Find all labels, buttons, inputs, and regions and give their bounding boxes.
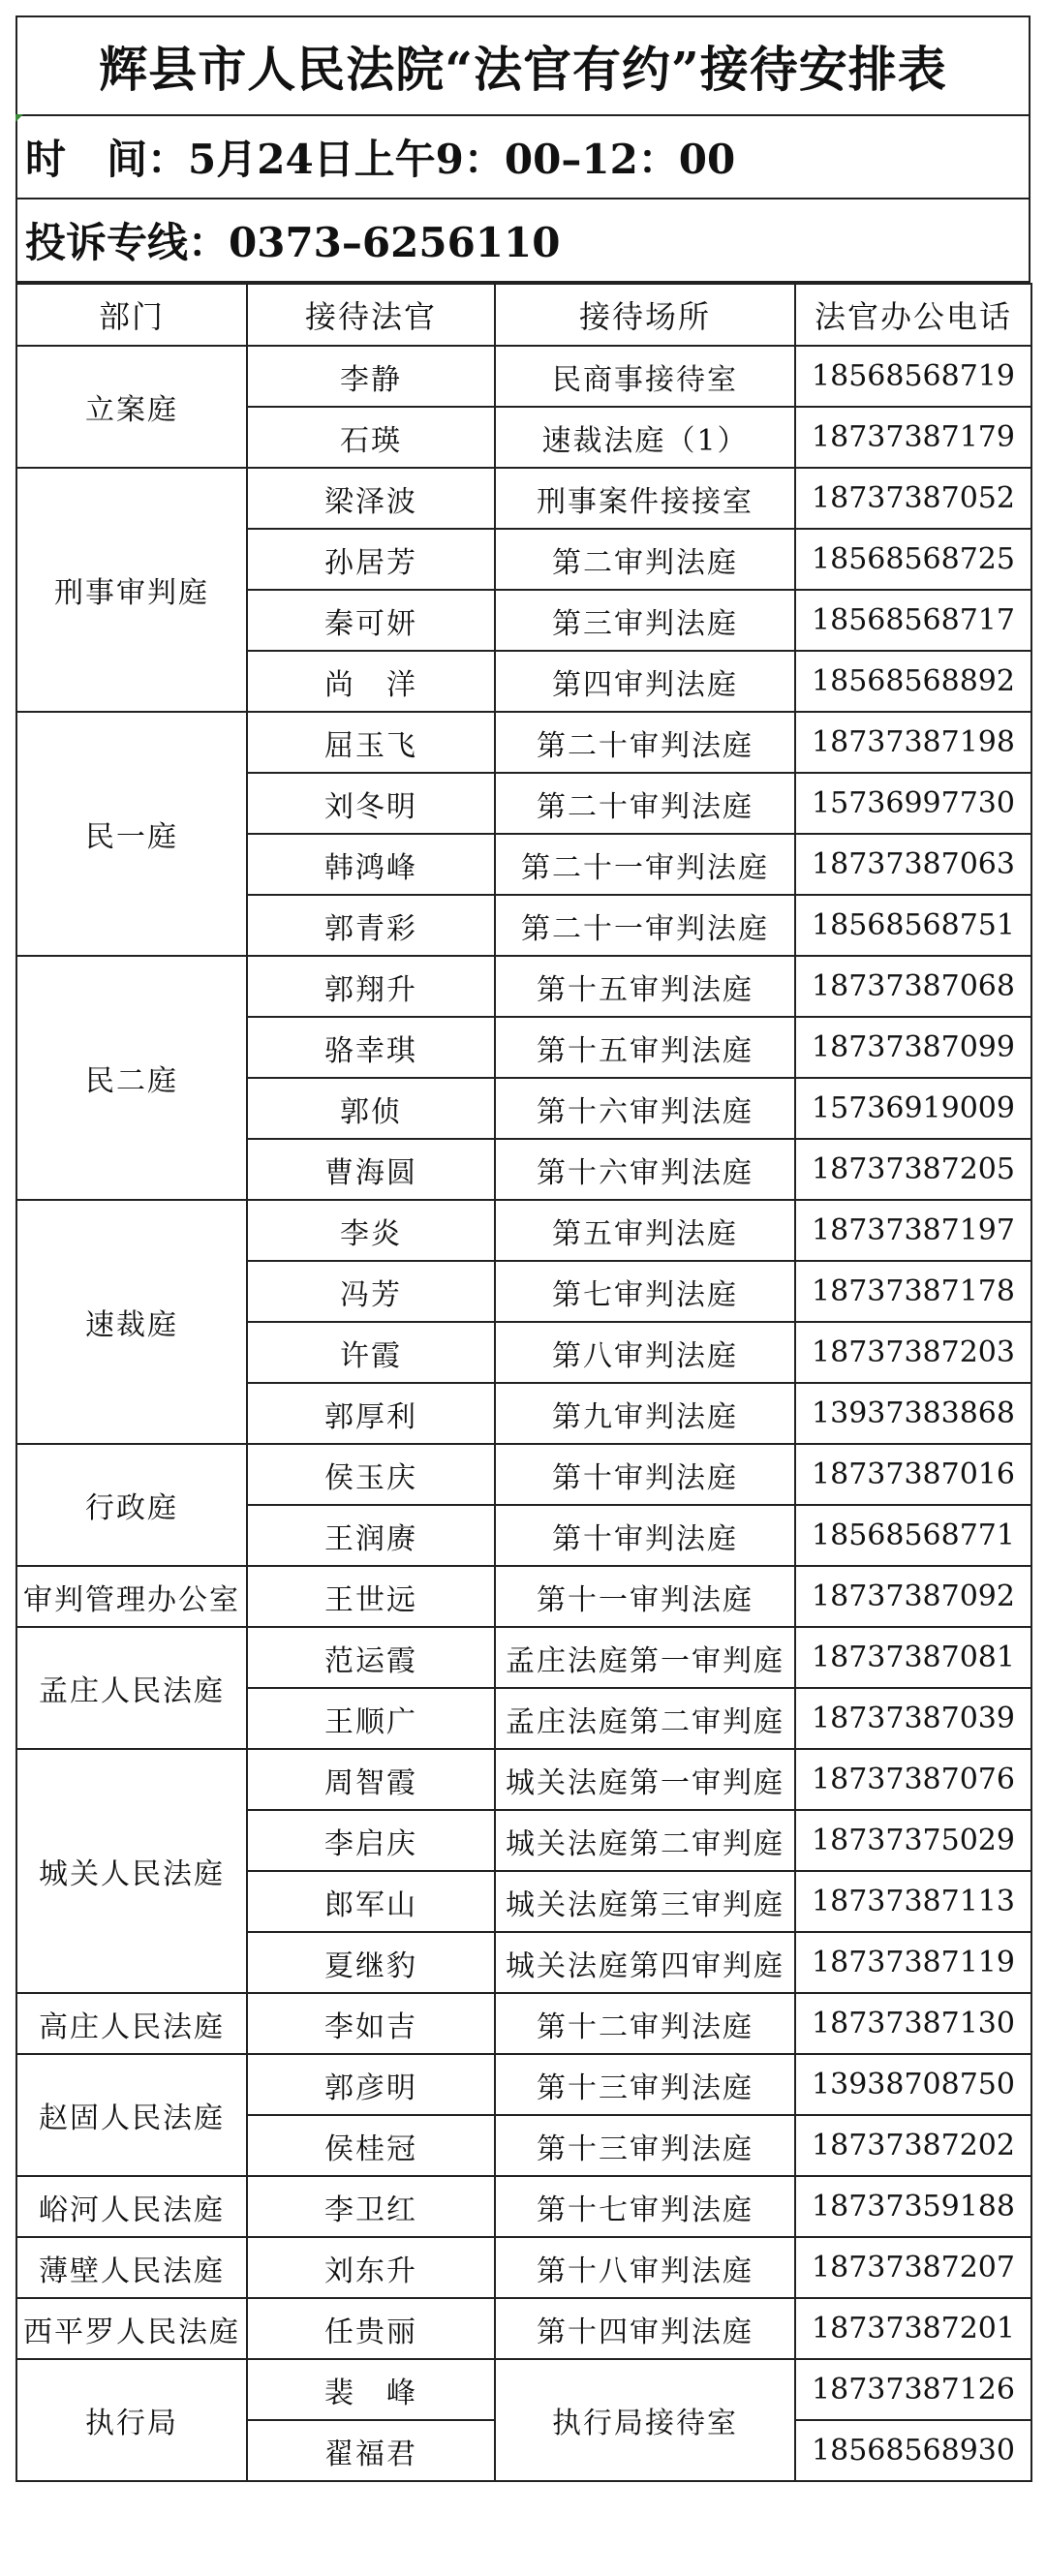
dept-cell: 执行局 [16,2359,247,2481]
phone-cell: 13937383868 [795,1383,1031,1444]
table-row [16,1444,1031,1505]
venue-cell: 城关法庭第三审判庭 [495,1871,795,1932]
phone-cell: 18737387068 [795,956,1031,1017]
dept-cell: 峪河人民法庭 [16,2176,247,2237]
judge-cell: 夏继豹 [247,1932,495,1993]
venue-cell: 第十二审判法庭 [495,1993,795,2054]
table-row [16,1627,1031,1688]
page-title: 辉县市人民法院“法官有约”接待安排表 [15,15,1031,116]
venue-cell: 孟庄法庭第二审判庭 [495,1688,795,1749]
judge-cell: 屈玉飞 [247,712,495,773]
phone-cell: 18737387063 [795,834,1031,895]
phone-cell: 18737387126 [795,2359,1031,2420]
venue-cell: 第十五审判法庭 [495,956,795,1017]
judge-cell: 侯玉庆 [247,1444,495,1505]
dept-cell: 刑事审判庭 [16,468,247,712]
phone-cell: 18737387197 [795,1200,1031,1261]
phone-cell: 18737387016 [795,1444,1031,1505]
judge-cell: 郭彦明 [247,2054,495,2115]
dept-cell: 审判管理办公室 [16,1566,247,1627]
phone-cell: 13938708750 [795,2054,1031,2115]
phone-cell: 18737387205 [795,1139,1031,1200]
venue-cell: 第二审判法庭 [495,529,795,590]
column-header-judge: 接待法官 [247,284,495,346]
venue-cell: 第十六审判法庭 [495,1078,795,1139]
venue-cell: 第二十一审判法庭 [495,895,795,956]
judge-cell: 范运霞 [247,1627,495,1688]
phone-cell: 18737387203 [795,1322,1031,1383]
phone-cell: 18737387092 [795,1566,1031,1627]
judge-cell: 王世远 [247,1566,495,1627]
venue-cell: 第九审判法庭 [495,1383,795,1444]
dept-cell: 赵固人民法庭 [16,2054,247,2176]
judge-cell: 曹海圆 [247,1139,495,1200]
judge-cell: 郭翔升 [247,956,495,1017]
judge-cell: 梁泽波 [247,468,495,529]
phone-cell: 15736997730 [795,773,1031,834]
table-row [16,2054,1031,2115]
venue-cell: 执行局接待室 [495,2359,795,2481]
dept-cell: 行政庭 [16,1444,247,1566]
table-row [16,1749,1031,1810]
phone-cell: 18568568892 [795,651,1031,712]
phone-cell: 18737387076 [795,1749,1031,1810]
venue-cell: 刑事案件接接室 [495,468,795,529]
judge-cell: 尚 洋 [247,651,495,712]
judge-cell: 李卫红 [247,2176,495,2237]
venue-cell: 第十审判法庭 [495,1505,795,1566]
dept-cell: 民一庭 [16,712,247,956]
venue-cell: 城关法庭第一审判庭 [495,1749,795,1810]
phone-cell: 18737387130 [795,1993,1031,2054]
judge-cell: 郎军山 [247,1871,495,1932]
venue-cell: 第二十审判法庭 [495,773,795,834]
judge-cell: 裴 峰 [247,2359,495,2420]
dept-cell: 民二庭 [16,956,247,1200]
judge-cell: 许霞 [247,1322,495,1383]
judge-cell: 侯桂冠 [247,2115,495,2176]
phone-cell: 18568568717 [795,590,1031,651]
venue-cell: 孟庄法庭第一审判庭 [495,1627,795,1688]
judge-cell: 刘东升 [247,2237,495,2298]
venue-cell: 第八审判法庭 [495,1322,795,1383]
table-row [16,468,1031,529]
venue-cell: 第十七审判法庭 [495,2176,795,2237]
table-row [16,1993,1031,2054]
table-body [16,346,1031,2481]
table-row [16,2298,1031,2359]
phone-cell: 18568568751 [795,895,1031,956]
table-row [16,2237,1031,2298]
judge-cell: 孙居芳 [247,529,495,590]
phone-cell: 18737387207 [795,2237,1031,2298]
venue-cell: 第十六审判法庭 [495,1139,795,1200]
phone-cell: 18737387052 [795,468,1031,529]
judge-cell: 李如吉 [247,1993,495,2054]
venue-cell: 速裁法庭（1） [495,407,795,468]
phone-cell: 18568568771 [795,1505,1031,1566]
schedule-sheet [15,15,1031,2482]
phone-cell: 18737387178 [795,1261,1031,1322]
phone-cell: 18737359188 [795,2176,1031,2237]
phone-cell: 18568568725 [795,529,1031,590]
judge-cell: 冯芳 [247,1261,495,1322]
dept-cell: 速裁庭 [16,1200,247,1444]
judge-cell: 周智霞 [247,1749,495,1810]
judge-cell: 郭青彩 [247,895,495,956]
table-row [16,346,1031,407]
judge-cell: 刘冬明 [247,773,495,834]
venue-cell: 民商事接待室 [495,346,795,407]
table-row [16,2359,1031,2420]
phone-cell: 18568568930 [795,2420,1031,2481]
judge-cell: 王润赓 [247,1505,495,1566]
judge-cell: 王顺广 [247,1688,495,1749]
venue-cell: 第十三审判法庭 [495,2115,795,2176]
venue-cell: 城关法庭第二审判庭 [495,1810,795,1871]
judge-cell: 翟福君 [247,2420,495,2481]
judge-cell: 韩鸿峰 [247,834,495,895]
dept-cell: 高庄人民法庭 [16,1993,247,2054]
phone-cell: 18737387099 [795,1017,1031,1078]
column-header-dept: 部门 [16,284,247,346]
judge-cell: 李静 [247,346,495,407]
venue-cell: 第十一审判法庭 [495,1566,795,1627]
venue-cell: 第二十审判法庭 [495,712,795,773]
dept-cell: 西平罗人民法庭 [16,2298,247,2359]
venue-cell: 第二十一审判法庭 [495,834,795,895]
venue-cell: 第十五审判法庭 [495,1017,795,1078]
judge-cell: 郭厚利 [247,1383,495,1444]
venue-cell: 第十八审判法庭 [495,2237,795,2298]
phone-cell: 18737387198 [795,712,1031,773]
venue-cell: 第十三审判法庭 [495,2054,795,2115]
venue-cell: 城关法庭第四审判庭 [495,1932,795,1993]
judge-cell: 任贵丽 [247,2298,495,2359]
venue-cell: 第五审判法庭 [495,1200,795,1261]
corner-mark [15,114,23,122]
hotline: 投诉专线：0373–6256110 [15,199,1031,283]
phone-cell: 15736919009 [795,1078,1031,1139]
phone-cell: 18737387179 [795,407,1031,468]
dept-cell: 孟庄人民法庭 [16,1627,247,1749]
phone-cell: 18568568719 [795,346,1031,407]
column-header-phone: 法官办公电话 [795,284,1031,346]
dept-cell: 城关人民法庭 [16,1749,247,1993]
schedule-table [15,283,1032,2482]
phone-cell: 18737387039 [795,1688,1031,1749]
table-row [16,1200,1031,1261]
venue-cell: 第三审判法庭 [495,590,795,651]
venue-cell: 第十四审判法庭 [495,2298,795,2359]
table-header-row [16,284,1031,346]
dept-cell: 薄壁人民法庭 [16,2237,247,2298]
phone-cell: 18737387119 [795,1932,1031,1993]
judge-cell: 李炎 [247,1200,495,1261]
judge-cell: 郭侦 [247,1078,495,1139]
time-line: 时 间：5月24日上午9：00–12：00 [15,116,1031,199]
column-header-venue: 接待场所 [495,284,795,346]
phone-cell: 18737387202 [795,2115,1031,2176]
judge-cell: 骆幸琪 [247,1017,495,1078]
venue-cell: 第四审判法庭 [495,651,795,712]
table-row [16,956,1031,1017]
venue-cell: 第十审判法庭 [495,1444,795,1505]
dept-cell: 立案庭 [16,346,247,468]
table-row [16,712,1031,773]
judge-cell: 秦可妍 [247,590,495,651]
judge-cell: 石瑛 [247,407,495,468]
phone-cell: 18737375029 [795,1810,1031,1871]
venue-cell: 第七审判法庭 [495,1261,795,1322]
judge-cell: 李启庆 [247,1810,495,1871]
phone-cell: 18737387201 [795,2298,1031,2359]
phone-cell: 18737387113 [795,1871,1031,1932]
phone-cell: 18737387081 [795,1627,1031,1688]
table-row [16,2176,1031,2237]
table-row [16,1566,1031,1627]
